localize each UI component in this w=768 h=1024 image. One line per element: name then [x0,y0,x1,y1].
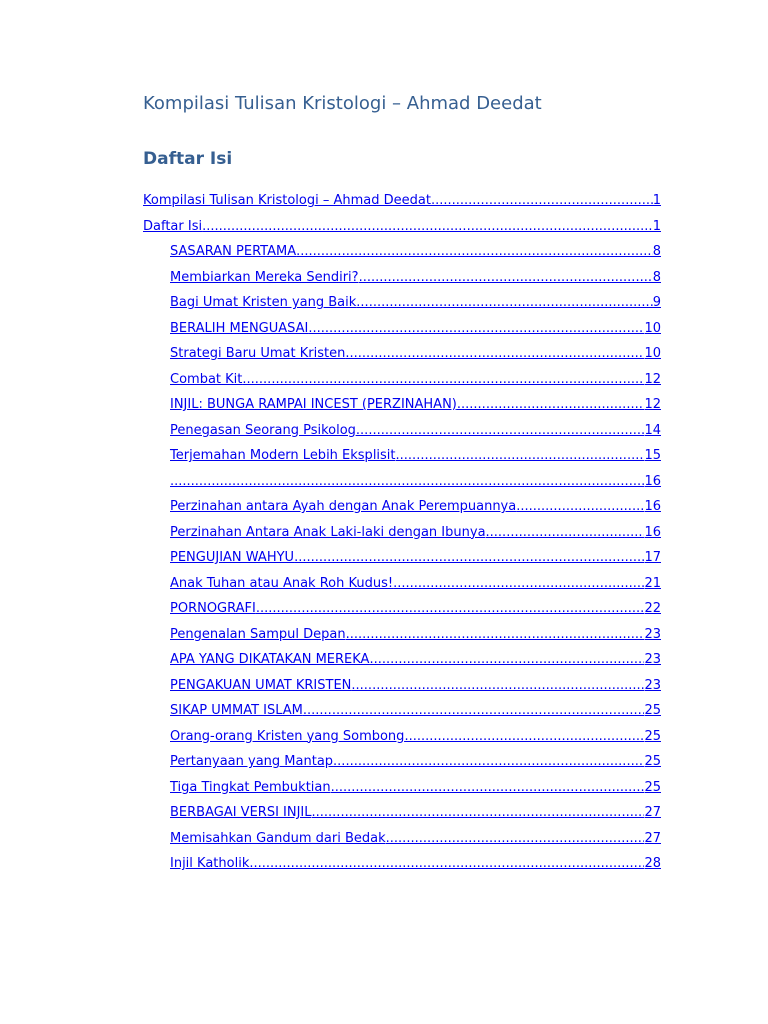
toc-page-number: 10 [644,320,661,336]
toc-page-number: 17 [644,550,661,565]
toc-dot-leader [242,367,644,393]
toc-entry-title: PORNOGRAFI [170,601,256,616]
toc-entry[interactable] [143,367,661,393]
toc-dot-leader [356,418,645,444]
toc-entry[interactable] [143,545,661,571]
toc-dot-leader [331,775,645,801]
toc-entry[interactable] [143,443,661,469]
toc-entry-title: Pertanyaan yang Mantap [170,754,334,769]
toc-entry[interactable] [143,214,661,240]
toc-entry-title: PENGUJIAN WAHYU [170,550,295,565]
toc-dot-leader [369,647,644,673]
toc-page-number: 25 [644,779,661,795]
toc-page-number: 8 [652,244,661,259]
toc-entry-title: Tiga Tingkat Pembuktian [170,779,331,795]
toc-entry[interactable] [143,494,661,520]
toc-entry[interactable] [143,647,661,673]
toc-entry-title: Kompilasi Tulisan Kristologi – Ahmad Deedat [143,193,431,208]
toc-dot-leader [356,290,652,316]
toc-dot-leader [170,469,644,495]
toc-entry-title: BERALIH MENGUASAI [170,320,309,336]
toc-page-number: 15 [644,448,661,463]
toc-dot-leader [386,826,645,852]
toc-entry-title: Combat Kit [170,371,243,387]
toc-page-number: 16 [644,499,661,514]
toc-dot-leader [333,749,644,775]
toc-dot-leader [296,239,653,265]
toc-dot-leader [249,851,644,877]
toc-dot-leader [404,724,644,750]
toc-page-number: 25 [644,728,661,744]
toc-entry-title: Terjemahan Modern Lebih Eksplisit [170,448,396,463]
toc-page-number: 16 [644,473,661,489]
toc-page-number: 10 [644,346,661,361]
toc-entry[interactable] [143,622,661,648]
toc-page-number: 12 [644,397,661,412]
toc-entry[interactable] [143,418,661,444]
toc-dot-leader [308,316,644,342]
toc-entry[interactable] [143,673,661,699]
toc-entry-title: Bagi Umat Kristen yang Baik [170,295,357,310]
toc-entry[interactable] [143,341,661,367]
toc-entry[interactable] [143,851,661,877]
toc-dot-leader [303,698,645,724]
toc-page-number: 1 [652,218,661,234]
toc-entry-title: Perzinahan antara Ayah dengan Anak Perempuannya [170,499,517,514]
toc-dot-leader [396,443,645,469]
toc-heading: Daftar Isi [143,149,233,169]
toc-entry-title: Memisahkan Gandum dari Bedak [170,830,386,846]
toc-dot-leader [294,545,644,571]
toc-entry[interactable] [143,826,661,852]
toc-page-number: 16 [644,524,661,540]
toc-entry[interactable] [143,749,661,775]
toc-entry-title: Daftar Isi [143,218,203,234]
toc-entry[interactable] [143,239,661,265]
toc-page-number: 25 [644,703,661,718]
toc-dot-leader [345,341,644,367]
toc-entry[interactable] [143,775,661,801]
toc-dot-leader [516,494,644,520]
toc-page-number: 28 [644,856,661,871]
toc-entry[interactable] [143,469,661,495]
toc-entry[interactable] [143,265,661,291]
toc-page-number: 12 [644,371,661,387]
toc-page-number: 23 [644,652,661,667]
toc-page-number: 27 [644,830,661,846]
toc-dot-leader [202,214,653,240]
toc-entry-title: Strategi Baru Umat Kristen [170,346,346,361]
toc-entry-title: INJIL: BUNGA RAMPAI INCEST (PERZINAHAN) [170,397,457,412]
toc-page-number: 8 [652,269,661,285]
toc-entry[interactable] [143,596,661,622]
toc-entry-title: SIKAP UMMAT ISLAM [170,703,303,718]
toc-entry-title: Pengenalan Sampul Depan [170,626,346,642]
toc-dot-leader [486,520,645,546]
toc-dot-leader [431,188,653,214]
toc-entry-title: Anak Tuhan atau Anak Roh Kudus! [170,575,394,591]
toc-entry-title: BERBAGAI VERSI INJIL [170,805,312,820]
toc-page-number: 14 [644,422,661,438]
toc-entry[interactable] [143,316,661,342]
toc-entry-title: Orang-orang Kristen yang Sombong [170,728,405,744]
toc-page-number: 1 [652,193,661,208]
toc-dot-leader [312,800,645,826]
toc-dot-leader [256,596,645,622]
document-title: Kompilasi Tulisan Kristologi – Ahmad Deedat [143,93,542,114]
toc-entry-title: Perzinahan Antara Anak Laki-laki dengan Ibunya [170,524,486,540]
toc-page-number: 23 [644,677,661,693]
toc-dot-leader [457,392,645,418]
toc-entry[interactable] [143,520,661,546]
table-of-contents [143,188,661,877]
toc-entry-title: SASARAN PERTAMA [170,244,297,259]
toc-entry[interactable] [143,800,661,826]
toc-dot-leader [359,265,653,291]
toc-page-number: 9 [652,295,661,310]
toc-page-number: 27 [644,805,661,820]
toc-entry[interactable] [143,724,661,750]
toc-page-number: 22 [644,601,661,616]
toc-dot-leader [346,622,645,648]
toc-entry-title: APA YANG DIKATAKAN MEREKA [170,652,370,667]
toc-entry-title: PENGAKUAN UMAT KRISTEN [170,677,352,693]
toc-entry[interactable] [143,188,661,214]
toc-dot-leader [393,571,644,597]
toc-page-number: 23 [644,626,661,642]
toc-page-number: 25 [644,754,661,769]
toc-entry-title: Injil Katholik [170,856,250,871]
toc-entry-title: Membiarkan Mereka Sendiri? [170,269,359,285]
toc-entry-title: Penegasan Seorang Psikolog [170,422,356,438]
toc-entry[interactable] [143,290,661,316]
toc-entry[interactable] [143,698,661,724]
toc-entry[interactable] [143,571,661,597]
toc-page-number: 21 [644,575,661,591]
toc-dot-leader [351,673,644,699]
toc-entry[interactable] [143,392,661,418]
